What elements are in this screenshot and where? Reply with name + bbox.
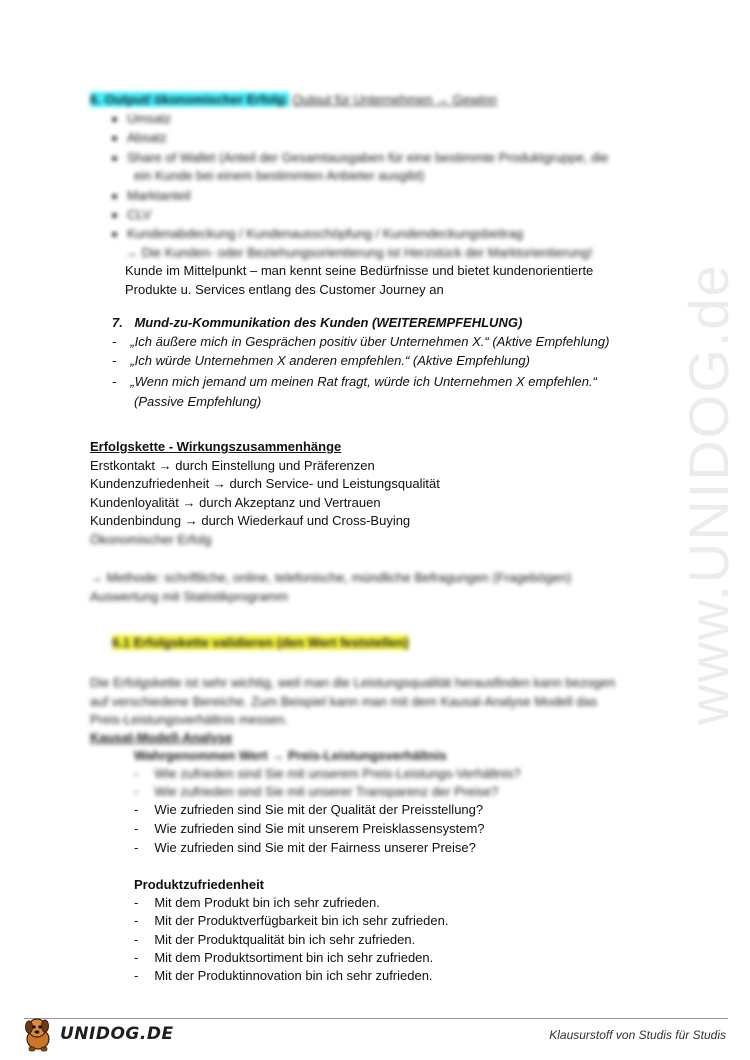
section7-heading	[112, 315, 522, 330]
bullet-text: Absatz	[127, 130, 167, 145]
section6-bullet	[112, 111, 171, 126]
section6-bullet	[112, 207, 151, 222]
line-right: durch Wiederkauf und Cross-Buying	[201, 513, 411, 528]
bullet-text: Marktanteil	[127, 188, 191, 203]
method-line1: → Methode: schriftliche, online, telefonische, mündliche Befragungen (Fragebögen)	[90, 570, 572, 585]
produkt-item-text: Mit der Produktinnovation bin ich sehr zufrieden.	[154, 968, 433, 983]
wert-item: - Wie zufrieden sind Sie mit der Fairness unserer Preise?	[134, 840, 476, 855]
section6-heading-rest: Output für Unternehmen → Gewinn	[292, 92, 497, 107]
section6-clear-line1: Kunde im Mittelpunkt – man kennt seine Bedürfnisse und bietet kundenorientierte	[125, 263, 594, 278]
section6-heading	[90, 92, 497, 107]
arrow-icon: →	[182, 495, 196, 510]
erfolgskette-blurred-line: Ökonomischer Erfolg	[90, 532, 212, 547]
bullet-text: Umsatz	[127, 111, 172, 126]
arrow-icon: →	[158, 458, 172, 473]
erfolgskette-line	[90, 495, 381, 510]
produkt-item: - Mit der Produktinnovation bin ich sehr zufrieden.	[134, 968, 433, 983]
produkt-item-text: Mit dem Produktsortiment bin ich sehr zufrieden.	[154, 950, 434, 965]
line-left: Erstkontakt	[90, 458, 156, 473]
line-right: durch Akzeptanz und Vertrauen	[199, 495, 381, 510]
section7-item: - „Wenn mich jemand um meinen Rat fragt, würde ich Unternehmen X empfehlen.“	[112, 374, 597, 389]
line-left: Kundenbindung	[90, 513, 182, 528]
section7-item-continuation: (Passive Empfehlung)	[134, 394, 262, 409]
produkt-item: - Mit dem Produkt bin ich sehr zufrieden.	[134, 895, 380, 910]
dog-mascot-icon	[20, 1015, 56, 1053]
section61-heading-text: 6.1 Erfolgskette validieren (den Wert feststellen)	[112, 635, 409, 650]
produkt-item: - Mit der Produktverfügbarkeit bin ich sehr zufrieden.	[134, 913, 449, 928]
produkt-item: - Mit der Produktqualität bin ich sehr zufrieden.	[134, 932, 416, 947]
logo-text: UNIDOG.DE	[60, 1024, 174, 1044]
wert-item-text: Wie zufrieden sind Sie mit unserer Transparenz der Preise?	[154, 784, 499, 799]
erfolgskette-line	[90, 513, 410, 528]
section61-para-line: Preis-Leistungsverhältnis messen.	[90, 712, 288, 727]
wert-item: - Wie zufrieden sind Sie mit der Qualität der Preisstellung?	[134, 802, 484, 817]
section61-para-line: Die Erfolgskette ist sehr wichtig, weil man die Leistungsqualität herausfinden kann bezogen	[90, 675, 616, 690]
bullet-text: Share of Wallet (Anteil der Gesamtausgaben für eine bestimmte Produktgruppe, die	[127, 150, 609, 165]
section7-item-text: „Ich würde Unternehmen X anderen empfehlen.“ (Aktive Empfehlung)	[130, 353, 530, 368]
section7-item-text: „Ich äußere mich in Gesprächen positiv über Unternehmen X.“ (Aktive Empfehlung)	[130, 334, 610, 349]
produkt-item-text: Mit dem Produkt bin ich sehr zufrieden.	[154, 895, 380, 910]
section7-item-text: „Wenn mich jemand um meinen Rat fragt, würde ich Unternehmen X empfehlen.“	[130, 374, 597, 389]
wert-item: - Wie zufrieden sind Sie mit unserer Transparenz der Preise?	[134, 784, 499, 799]
section6-heading-highlight: 6. Output/ ökonomischer Erfolg:	[90, 92, 289, 107]
wert-item: - Wie zufrieden sind Sie mit unserem Preisklassensystem?	[134, 821, 485, 836]
section7-item: - „Ich würde Unternehmen X anderen empfehlen.“ (Aktive Empfehlung)	[112, 353, 530, 368]
section61-para-line: auf verschiedene Bereiche. Zum Beispiel kann man mit dem Kausal-Analyse Modell das	[90, 694, 598, 709]
produkt-item-text: Mit der Produktverfügbarkeit bin ich sehr zufrieden.	[154, 913, 449, 928]
section6-bullet	[112, 150, 609, 165]
erfolgskette-heading: Erfolgskette - Wirkungszusammenhänge	[90, 439, 342, 454]
wert-item-text: Wie zufrieden sind Sie mit der Qualität der Preisstellung?	[154, 802, 484, 817]
arrow-icon: →	[184, 513, 198, 528]
section6-bullet	[112, 188, 191, 203]
produkt-heading: Produktzufriedenheit	[134, 877, 265, 892]
wert-item-text: Wie zufrieden sind Sie mit unserem Preisklassensystem?	[154, 821, 485, 836]
method-line2: Auswertung mit Statistikprogramm	[90, 589, 288, 604]
erfolgskette-line	[90, 476, 440, 491]
produkt-item: - Mit dem Produktsortiment bin ich sehr zufrieden.	[134, 950, 434, 965]
wert-item: - Wie zufrieden sind Sie mit unserem Preis-Leistungs-Verhältnis?	[134, 766, 521, 781]
section7-title: Mund-zu-Kommunikation des Kunden (WEITEREMPFEHLUNG)	[134, 315, 523, 330]
section6-bullet	[112, 226, 523, 241]
kausal-heading: Kausal-Modell-Analyse	[90, 730, 233, 745]
section7-number: 7.	[112, 315, 123, 330]
arrow-icon: →	[212, 476, 226, 491]
wert-item-text: Wie zufrieden sind Sie mit unserem Preis-Leistungs-Verhältnis?	[154, 766, 521, 781]
section6-arrow-line: → Die Kunden- oder Beziehungsorientierung ist Herzstück der Marktorientierung!	[125, 245, 593, 260]
line-left: Kundenzufriedenheit	[90, 476, 210, 491]
line-left: Kundenloyalität	[90, 495, 179, 510]
section7-item: - „Ich äußere mich in Gesprächen positiv über Unternehmen X.“ (Aktive Empfehlung)	[112, 334, 610, 349]
bullet-text: Kundenabdeckung / Kundenausschöpfung / Kundendeckungsbeitrag	[127, 226, 524, 241]
produkt-item-text: Mit der Produktqualität bin ich sehr zufrieden.	[154, 932, 416, 947]
watermark-text: www.UNIDOG.de	[677, 263, 740, 725]
bullet-text: CLV	[127, 207, 152, 222]
section6-clear-line2: Produkte u. Services entlang des Customer Journey an	[125, 282, 444, 297]
section61-heading	[112, 635, 409, 650]
unidog-logo	[20, 1014, 174, 1054]
footer-tagline: Klausurstoff von Studis für Studis	[549, 1028, 726, 1042]
wert-item-text: Wie zufrieden sind Sie mit der Fairness unserer Preise?	[154, 840, 476, 855]
line-right: durch Service- und Leistungsqualität	[229, 476, 440, 491]
section6-bullet-continuation: ein Kunde bei einem bestimmten Anbieter ausgibt)	[134, 168, 425, 183]
erfolgskette-line	[90, 458, 375, 473]
line-right: durch Einstellung und Präferenzen	[175, 458, 375, 473]
wert-heading: Wahrgenommen Wert → Preis-Leistungsverhältnis	[134, 748, 447, 763]
section6-bullet	[112, 130, 167, 145]
